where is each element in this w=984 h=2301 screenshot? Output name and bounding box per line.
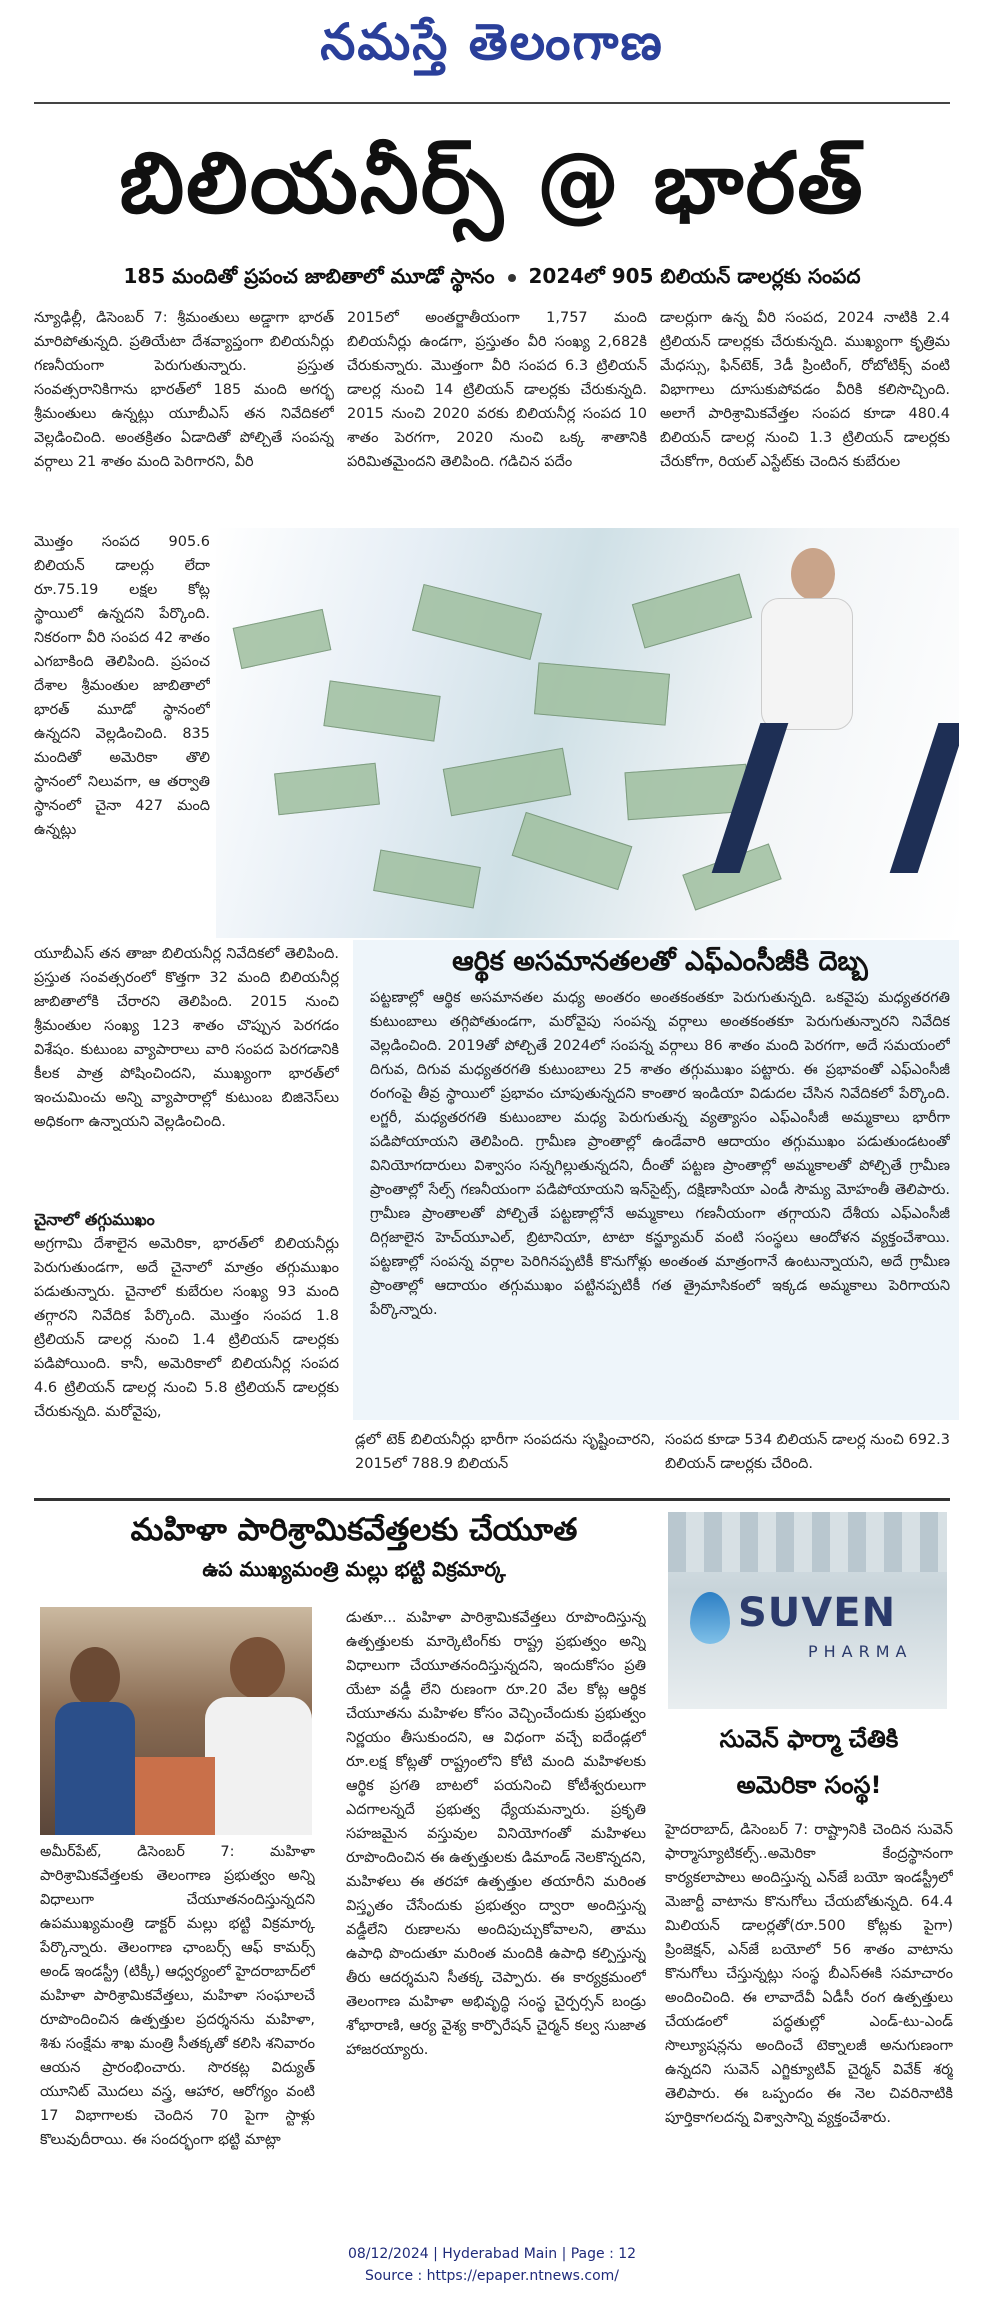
story2-col1: అమీర్‌పేట్, డిసెంబర్ 7: మహిళా పారిశ్రామికవేత్తలకు తెలంగాణ ప్రభుత్వం అన్ని విధాలుగా చేయూతనందిస్తున్నదని ఉపముఖ్యమంత్రి డాక్టర్ మల్లు భట్టి విక్రమార్క పేర్కొన్నారు. తెలంగాణ ఛాంబర్స్ ఆఫ్ కామర్స్ అండ్ ఇండస్ట్రీ (టిక్కీ) ఆధ్వర్యంలో హైదరాబాద్‌లో మహిళా పారిశ్రామికవేత్తలు, మహిళా సంఘాలచే రూపొందించిన ఉత్పత్తుల ప్రదర్శనను మహిళా, శిశు సంక్షేమ శాఖ మంత్రి సీతక్కతో కలిసి శనివారం ఆయన ప్రారంభించారు. సొరకట్ల విద్యుత్ యూనిట్ మొదలు వస్త్ర, ఆహార, ఆరోగ్యం వంటి 17 విభాగాలకు చెందిన 70 పైగా స్టాళ్లు కొలువుదీరాయి. ఈ సందర్భంగా భట్టి మాట్లా xyxy=(40,1844,315,2148)
runner-head xyxy=(791,548,835,600)
story1-col1-top: న్యూఢిల్లీ, డిసెంబర్ 7: శ్రీమంతులు అడ్డాగా భారత్ మారిపోతున్నది. ప్రతియేటా దేశవ్యాప్తంగా బిలియనీర్లు గణనీయంగా పెరుగుతున్నారు. ప్రస్తుత సంవత్సరానికిగాను భారత్‌లో 185 మంది అగర్భ శ్రీమంతులు ఉన్నట్లు యూబీఎస్ తన నివేదికలో వెల్లడించింది. అంతక్రితం ఏడాదితో పోల్చితే సంపన్న వర్గాలు 21 శాతం మంది పెరిగారని, వీరి xyxy=(34,310,334,470)
exhibition-photo xyxy=(40,1607,312,1835)
sub-headline xyxy=(30,260,954,292)
billionaire-money-photo xyxy=(216,528,959,938)
sub-headline-part2: 2024లో 905 బిలియన్ డాలర్లకు సంపద xyxy=(528,264,861,288)
story2-col2: డుతూ... మహిళా పారిశ్రామికవేత్తలు రూపొందిస్తున్న ఉత్పత్తులకు మార్కెటింగ్‌కు రాష్ట్ర ప్రభుత్వం అన్ని విధాలుగా చేయూతనందిస్తున్నదని, ఇందుకోసం ప్రతి యేటా వడ్డీ లేని రుణంగా రూ.20 వేల కోట్ల ఆర్థిక చేయూతను మహిళల కోసం వెచ్చించేందుకు ప్రభుత్వం నిర్ణయం తీసుకుందని, ఆ విధంగా వచ్చే ఐదేండ్లలో రూ.లక్ష కోట్లతో రాష్ట్రంలోని కోటి మంది మహిళలకు ఆర్థిక ప్రగతి బాటలో పయనించి కోటీశ్వరులుగా ఎదగాలన్నదే ప్రభుత్వ ధ్యేయమన్నారు. ప్రకృతి సహజమైన వస్తువుల వినియోగంతో మహిళలు రూపొందించిన ఈ ఉత్పత్తులకు డిమాండ్ నెలకొన్నదని, మహిళలు ఈ తరహా ఉత్పత్తుల తయారీని మరింత విస్తృతం చేసేందుకు ప్రభుత్వం ద్వారా అందిస్తున్న వడ్డీలేని రుణాలను అందిపుచ్చుకోవాలని, తాము ఉపాధి పొందుతూ మరింత మందికి ఉపాధి కల్పిస్తున్న తీరు ఆదర్శమని సీతక్క చెప్పారు. ఈ కార్యక్రమంలో తెలంగాణ మహిళా అభివృద్ధి సంస్థ చైర్పర్సన్ బండ్రు శోభారాణి, ఆర్య వైశ్య కార్పొరేషన్ చైర్మన్ కల్వ సుజాత హాజరయ్యారు. xyxy=(346,1610,646,2058)
suven-logo-subtext: PHARMA xyxy=(808,1642,913,1661)
women-entrepreneurs-subheadline: ఉప ముఖ్యమంత్రి మల్లు భట్టి విక్రమార్క xyxy=(202,1557,506,1581)
runner-body xyxy=(761,598,853,730)
story1-col1-wrap: మొత్తం సంపద 905.6 బిలియన్ డాలర్లు లేదా రూ.75.19 లక్షల కోట్ల స్థాయిలో ఉన్నదని పేర్కొంది. నికరంగా వీరి సంపద 42 శాతం ఎగబాకింది తెలిపింది. ప్రపంచ దేశాల శ్రీమంతుల జాబితాలో భారత్ మూడో స్థానంలో ఉన్నదని వెల్లడించింది. 835 మందితో అమెరికా తొలి స్థానంలో నిలువగా, ఆ తర్వాతి స్థానంలో చైనా 427 మంది ఉన్నట్లు xyxy=(34,534,210,838)
suven-logo-icon xyxy=(690,1592,730,1644)
women-entrepreneurs-headline: మహిళా పారిశ్రామికవేత్తలకు చేయూత xyxy=(130,1512,578,1548)
fmcg-box-body: పట్టణాల్లో ఆర్థిక అసమానతల మధ్య అంతరం అంతకంతకూ పెరుగుతున్నది. ఒకవైపు మధ్యతరగతి కుటుంబాలు తగ్గిపోతుండగా, మరోవైపు సంపన్న వర్గాలు అంతకంతకూ పెరుగుతున్నారని నివేదిక వెల్లడించింది. 2019తో పోల్చితే 2024లో సంపన్న వర్గాలు 86 శాతం మంది పెరగగా, అదే సమయంలో దిగువ, దిగువ మధ్యతరగతి కుటుంబాలు 25 శాతం తగ్గుముఖం పట్టారు. ఈ ప్రభావంతో ఎఫ్ఎంసీజీ రంగంపై తీవ్ర స్థాయిలో ప్రభావం చూపుతున్నదని కాంతార ఇండియా విడుదల చేసిన నివేదికలో పేర్కొంది. లగ్జరీ, మధ్యతరగతి కుటుంబాల మధ్య పెరుగుతున్న వ్యత్యాసం ఎఫ్ఎంసీజీ అమ్మకాలు భారీగా పడిపోయాయని తెలిపింది. గ్రామీణ ప్రాంతాల్లో ఉండేవారి ఆదాయం తగ్గుముఖం పడుతుండటంతో వినియోగదారులు విశ్వాసం సన్నగిల్లుతున్నదని, దీంతో పట్టణ ప్రాంతాల్లో అమ్మకాలతో పోల్చితే గ్రామీణ ప్రాంతాల్లో సేల్స్ గణనీయంగా పడిపోయాయని ఇన్‌సైట్స్, దక్షిణాసియా ఎండీ సౌమ్య మోహంతీ తెలిపారు. గ్రామీణ ప్రాంతాలతో పోల్చితే పట్టణాల్లోనే అమ్మకాలు గణనీయంగా తగ్గాయని దేశీయ ఎఫ్ఎంసీజీ దిగ్గజాలైన హెచ్‌యూఎల్, బ్రిటానియా, టాటా కన్జ్యూమర్ వంటి సంస్థలు ఆందోళన వ్యక్తంచేశాయి. పట్టణాల్లో సంపన్న వర్గాల పెరిగినప్పటికీ కొనుగోళ్లు అంతంత మాత్రంగానే ఉంటున్నాయని, అదే గ్రామీణ ప్రాంతాల్లో ఆదాయం తగ్గుముఖం పట్టినప్పటికీ గత త్రైమాసికంలో ఇక్కడ అమ్మకాలు పెరిగాయని పేర్కొన్నారు. xyxy=(370,990,950,1318)
suven-headline xyxy=(665,1716,953,1808)
suven-pharma-photo xyxy=(668,1512,947,1709)
bullet-icon xyxy=(508,274,516,282)
main-headline: బిలియనీర్స్ @ భారత్ xyxy=(119,134,865,232)
fmcg-box-title: ఆర్థిక అసమానతలతో ఎఫ్ఎంసీజీకి దెబ్బ xyxy=(452,946,868,977)
runner-legs xyxy=(712,723,959,873)
story1-col1-bottom: యూబీఎస్ తన తాజా బిలియనీర్ల నివేదికలో తెలిపింది. ప్రస్తుత సంవత్సరంలో కొత్తగా 32 మంది బిలియనీర్ల జాబితాలోకి చేరారని తెలిపింది. 2015 నుంచి శ్రీమంతుల సంఖ్య 123 శాతం చొప్పున పెరగడం విశేషం. కుటుంబ వ్యాపారాలు వారి సంపద పెరగడానికి కీలక పాత్ర పోషించిందని, ముఖ్యంగా భారత్‌లో ఇంచుమించు అన్ని వ్యాపారాల్లో కుటుంబ బిజినెస్‌లు అధికంగా ఉన్నాయని వెల్లడించింది. xyxy=(34,946,339,1130)
story1-bottom-right: సంపద కూడా 534 బిలియన్ డాలర్ల నుంచి 692.3 బిలియన్ డాలర్లకు చేరింది. xyxy=(665,1432,950,1472)
china-subheading: చైనాలో తగ్గుముఖం xyxy=(34,1210,155,1229)
suven-logo-text: SUVEN xyxy=(738,1590,897,1636)
story3-body: హైదరాబాద్, డిసెంబర్ 7: రాష్ట్రానికి చెందిన సువెన్ ఫార్మాస్యూటికల్స్..అమెరికా కేంద్రస్థానంగా కార్యకలాపాలు అందిస్తున్న ఎన్‌జే బయో ఇండస్ట్రీలో మెజార్టీ వాటాను కొనుగోలు చేయబోతున్నది. 64.4 మిలియన్ డాలర్లతో(రూ.500 కోట్లకు పైగా) ప్రింజెక్షన్, ఎన్‌జే బయోలో 56 శాతం వాటాను కొనుగోలు చేస్తున్నట్లు సంస్థ బీఎస్‌ఈకి సమాచారం అందించింది. ఈ లావాదేవీ ఏడీసీ రంగ ఉత్పత్తులు చేయడంలో పద్ధతుల్లో ఎండ్-టు-ఎండ్ సొల్యూషన్లను అందించే టెక్నాలజీ అనుగుణంగా ఉన్నదని సువెన్ ఎగ్జిక్యూటివ్ చైర్మన్ వివేక్ శర్మ తెలిపారు. ఈ ఒప్పందం ఈ నెల చివరినాటికి పూర్తికాగలదన్న విశ్వాసాన్ని వ్యక్తంచేశారు. xyxy=(665,1822,953,2126)
suven-headline-line2: అమెరికా సంస్థ! xyxy=(736,1771,882,1799)
story1-col3-top: డాలర్లుగా ఉన్న వీరి సంపద, 2024 నాటికి 2.4 ట్రిలియన్ డాలర్లకు చేరుకున్నది. ముఖ్యంగా కృత్రిమ మేధస్సు, ఫిన్‌టెక్, 3డీ ప్రింటింగ్, రోబోటిక్స్ వంటి విభాగాలు దూసుకుపోవడం వీరికి కలిసొచ్చింది. అలాగే పారిశ్రామికవేత్తల సంపద కూడా 480.4 బిలియన్ డాలర్ల నుంచి 1.3 ట్రిలియన్ డాలర్లకు చేరుకోగా, రియల్ ఎస్టేట్‌కు చెందిన కుబేరుల xyxy=(660,310,950,470)
story1-bottom-mid: డ్లలో టెక్ బిలియనీర్లు భారీగా సంపదను సృష్టించారని, 2015లో 788.9 బిలియన్ xyxy=(355,1432,655,1472)
footer-source-link[interactable]: Source : https://epaper.ntnews.com/ xyxy=(364,2268,620,2284)
page-footer xyxy=(0,2243,984,2287)
masthead-logo: నమస్తే తెలంగాణ xyxy=(320,12,664,71)
story1-col1-china: అగ్రగామి దేశాలైన అమెరికా, భారత్‌లో బిలియనీర్లు పెరుగుతుండగా, అదే చైనాలో మాత్రం తగ్గుముఖం పడుతున్నారు. చైనాలో కుబేరుల సంఖ్య 93 మంది తగ్గారని నివేదిక పేర్కొంది. మొత్తం సంపద 1.8 ట్రిలియన్ డాలర్ల నుంచి 1.4 ట్రిలియన్ డాలర్లకు పడిపోయింది. కానీ, అమెరికాలో బిలియనీర్ల సంపద 4.6 ట్రిలియన్ డాలర్ల నుంచి 5.8 ట్రిలియన్ డాలర్లకు చేరుకున్నది. మరోవైపు, xyxy=(34,1236,339,1420)
footer-edition: 08/12/2024 | Hyderabad Main | Page : 12 xyxy=(347,2246,637,2262)
sub-headline-part1: 185 మందితో ప్రపంచ జాబితాలో మూడో స్థానం xyxy=(123,264,495,288)
story1-col2-top: 2015లో అంతర్జాతీయంగా 1,757 మంది బిలియనీర్లు ఉండగా, ప్రస్తుతం వీరి సంఖ్య 2,682కి చేరుకున్నారు. మొత్తంగా వీరి సంపద 6.3 ట్రిలియన్ డాలర్ల నుంచి 14 ట్రిలియన్ డాలర్లకు చేరుకున్నది. 2015 నుంచి 2020 వరకు బిలియనీర్ల సంపద 10 శాతం పెరగగా, 2020 నుంచి ఒక్క శాతానికి పరిమితమైందని తెలిపింది. గడిచిన పదేం xyxy=(347,310,647,470)
top-divider xyxy=(34,102,950,104)
suven-headline-line1: సువెన్ ఫార్మా చేతికి xyxy=(719,1725,899,1753)
section-divider xyxy=(34,1498,950,1501)
